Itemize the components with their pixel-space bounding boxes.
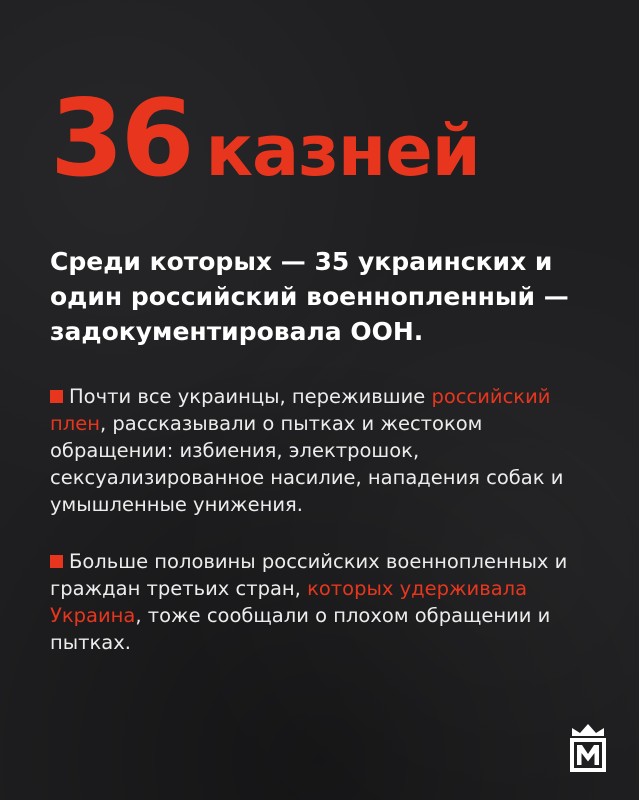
- mediazona-logo-icon: [566, 722, 610, 774]
- headline: [50, 77, 480, 200]
- paragraph-2-text-after: , тоже сообщали о плохом обращении и пытках.: [50, 604, 551, 654]
- paragraph-1: [50, 383, 610, 518]
- headline-number: 36: [50, 77, 192, 200]
- paragraph-1-text-before: Почти все украинцы, пережившие: [69, 385, 432, 408]
- headline-word: казней: [205, 110, 480, 192]
- bullet-square-icon: [50, 390, 63, 403]
- paragraph-2-text-before: Больше половины российских военнопленных и граждан третьих стран,: [50, 550, 568, 600]
- bullet-square-icon: [50, 555, 63, 568]
- paragraph-2: [50, 548, 610, 656]
- lead-text: Среди которых — 35 украинских и один российский военнопленный — задокументировала ООН.: [50, 247, 569, 346]
- paragraph-2-highlight: которых удерживала Украина: [50, 577, 528, 627]
- paragraph-1-text-after: , рассказывали о пытках и жестоком обращении: избиения, электрошок, сексуализированное насилие, нападения собак и умышленные унижения.: [50, 412, 564, 516]
- paragraph-1-highlight: российский плен: [50, 385, 551, 435]
